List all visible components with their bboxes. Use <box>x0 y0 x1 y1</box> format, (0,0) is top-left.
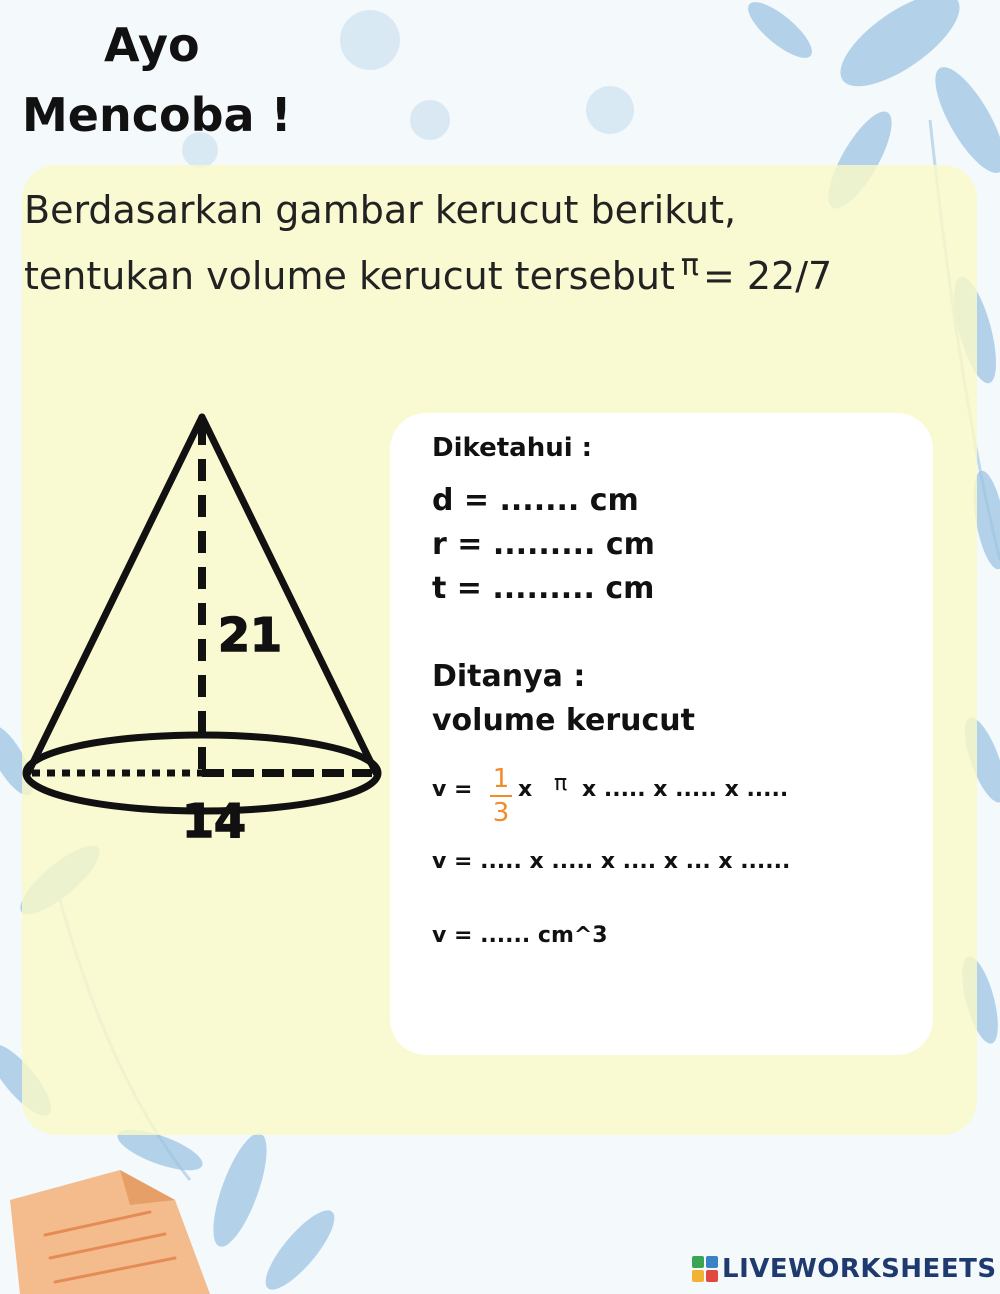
formula3-line[interactable]: v = ...... cm^3 <box>432 923 608 948</box>
diameter-label: 14 <box>182 794 247 845</box>
instruction-line1: Berdasarkan gambar kerucut berikut, <box>24 188 737 232</box>
page-title-line2: Mencoba ! <box>22 88 292 142</box>
cone-left-side <box>28 417 202 773</box>
formula1-pi: π <box>554 771 568 796</box>
formula2-line[interactable]: v = ..... x ..... x .... x ... x ...... <box>432 849 791 874</box>
asked-heading: Ditanya : <box>432 659 586 694</box>
pi-symbol: π <box>680 248 699 283</box>
cone-right-side <box>202 417 376 773</box>
diameter-field[interactable]: d = ....... cm <box>432 483 639 518</box>
answer-card <box>390 413 933 1055</box>
cone-figure <box>20 405 390 845</box>
one-third-fraction <box>490 765 512 827</box>
pi-value: = 22/7 <box>702 254 833 298</box>
radius-field[interactable]: r = ......... cm <box>432 527 655 562</box>
instruction-text <box>24 182 984 304</box>
formula1-multiply: x <box>518 777 533 802</box>
fraction-numerator: 1 <box>492 764 510 794</box>
formula1-blanks[interactable]: x ..... x ..... x ..... <box>582 777 789 802</box>
liveworksheets-logo-icon <box>692 1256 718 1282</box>
instruction-line2 <box>24 238 984 304</box>
paper-note-decoration <box>10 1170 210 1294</box>
liveworksheets-logo <box>692 1252 997 1286</box>
formula1-prefix: v = <box>432 777 473 802</box>
fraction-denominator: 3 <box>492 798 510 828</box>
page-title-line1: Ayo <box>104 18 200 72</box>
asked-value: volume kerucut <box>432 703 695 738</box>
height-field[interactable]: t = ......... cm <box>432 571 655 606</box>
liveworksheets-logo-text: LIVEWORKSHEETS <box>722 1254 997 1284</box>
known-heading: Diketahui : <box>432 433 593 463</box>
instruction-line2-text: tentukan volume kerucut tersebut <box>24 254 675 298</box>
height-label: 21 <box>218 608 283 662</box>
fraction-bar <box>490 795 512 797</box>
